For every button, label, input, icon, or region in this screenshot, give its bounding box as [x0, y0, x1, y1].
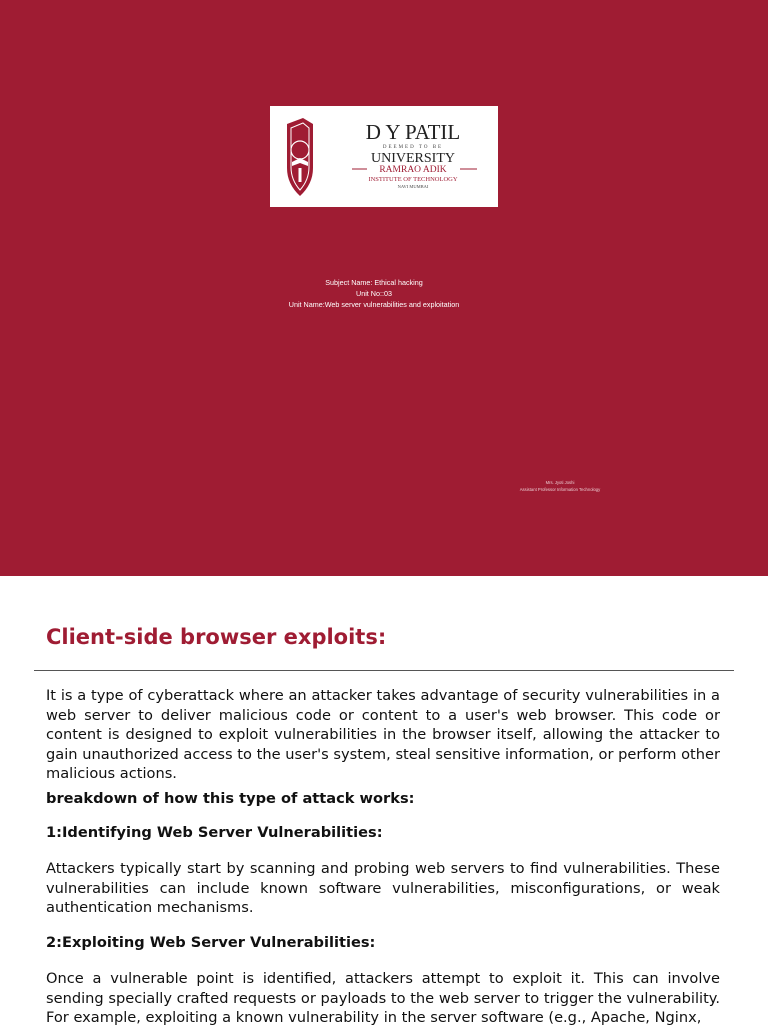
intro-paragraph: It is a type of cyberattack where an attacker takes advantage of security vulnerabilities in a web server to deliver malicious code or content to a user's web browser. This code or content is designed to exploit vulnerabilities in the browser itself, allowing the attacker to gain unauthorized access to the user's system, steal sensitive information, or perform other malicious actions. [46, 687, 720, 783]
step2-paragraph: Once a vulnerable point is identified, attackers attempt to exploit it. This can involve sending specially crafted requests or payloads to the web server to trigger the vulnerability. For example, exploiting a known vulnerability in the server software (e.g., Apache, Nginx, [46, 970, 720, 1027]
breakdown-heading: breakdown of how this type of attack works: [46, 790, 415, 807]
logo-university: UNIVERSITY [371, 151, 455, 166]
author-block [480, 479, 640, 493]
logo-title: D Y PATIL [365, 120, 461, 144]
step1-heading: 1:Identifying Web Server Vulnerabilities: [46, 824, 383, 841]
logo-institute-name: RAMRAO ADIK [379, 165, 447, 175]
section-title: Client-side browser exploits: [46, 625, 387, 649]
author-name: Mrs. Jyoti Joshi [545, 480, 575, 485]
logo-location: NAVI MUMBAI [397, 184, 429, 189]
logo-graphic [270, 106, 498, 207]
subject-block [184, 277, 564, 310]
author-designation: Assistant Professor Information Technology [519, 487, 601, 492]
step2-heading: 2:Exploiting Web Server Vulnerabilities: [46, 934, 376, 951]
logo-tagline: DEEMED TO BE [382, 145, 444, 150]
divider [34, 670, 734, 671]
subject-name: Subject Name: Ethical hacking [325, 278, 423, 287]
logo-institute-type: INSTITUTE OF TECHNOLOGY [368, 176, 458, 183]
university-logo [270, 106, 498, 207]
unit-name: Unit Name:Web server vulnerabilities and exploitation [288, 300, 460, 309]
step1-paragraph: Attackers typically start by scanning and probing web servers to find vulnerabilities. These vulnerabilities can include known software vulnerabilities, misconfigurations, or weak authentication mechanisms. [46, 860, 720, 917]
unit-number: Unit No::03 [356, 289, 392, 298]
